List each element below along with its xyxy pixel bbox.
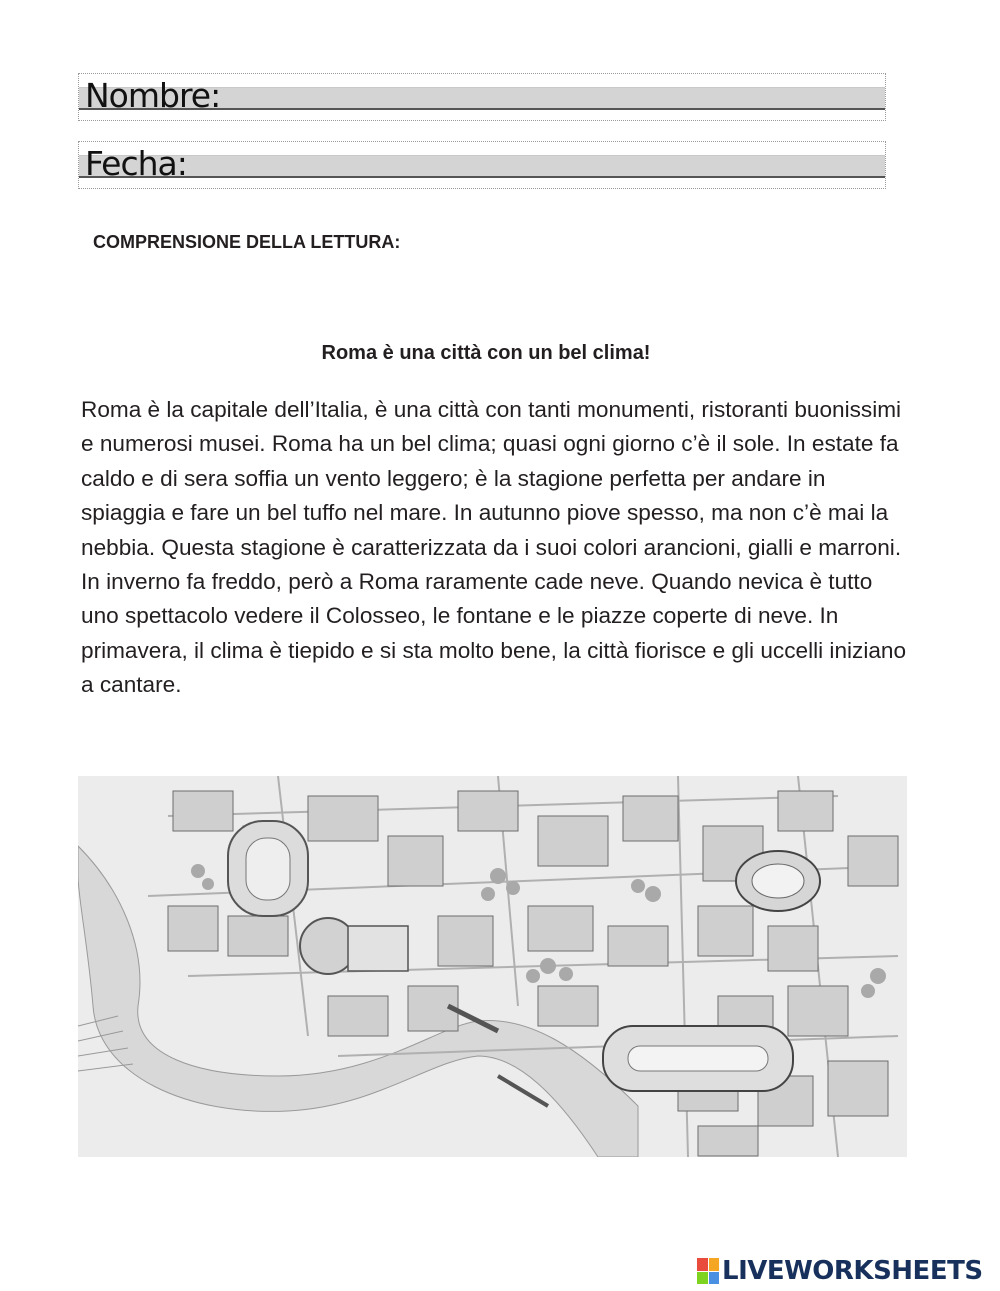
rome-city-drawing	[78, 776, 907, 1157]
date-line-band	[79, 156, 885, 176]
section-heading: COMPRENSIONE DELLA LETTURA:	[93, 232, 401, 252]
date-label: Fecha:	[85, 144, 187, 183]
name-field[interactable]	[78, 73, 886, 121]
liveworksheets-logo-icon	[697, 1258, 719, 1284]
story-title: Roma è una città con un bel clima!	[321, 342, 651, 364]
name-label: Nombre:	[85, 76, 221, 115]
date-line-bottom	[79, 176, 885, 178]
liveworksheets-logo[interactable]	[697, 1256, 983, 1286]
logo-text: LIVEWORKSHEETS	[722, 1256, 983, 1286]
story-body: Roma è la capitale dell’Italia, è una città con tanti monumenti, ristoranti buonissimi e numerosi musei. Roma ha un bel clima; quasi ogni giorno c’è il sole. In estate fa caldo e di sera soffia un vento leggero; è la stagione perfetta per andare in spiaggia e fare un bel tuffo nel mare. In autunno piove spesso, ma non c’è mai la nebbia. Questa stagione è caratterizzata da i suoi colori arancioni, gialli e marroni. In inverno fa freddo, però a Roma raramente cade neve. Quando nevica è tutto uno spettacolo vedere il Colosseo, le fontane e le piazze coperte di neve. In primavera, il clima è tiepido e si sta molto bene, la città fiorisce e gli uccelli iniziano a cantare.	[81, 397, 907, 698]
rome-city-illustration	[78, 776, 907, 1157]
date-field[interactable]	[78, 141, 886, 189]
